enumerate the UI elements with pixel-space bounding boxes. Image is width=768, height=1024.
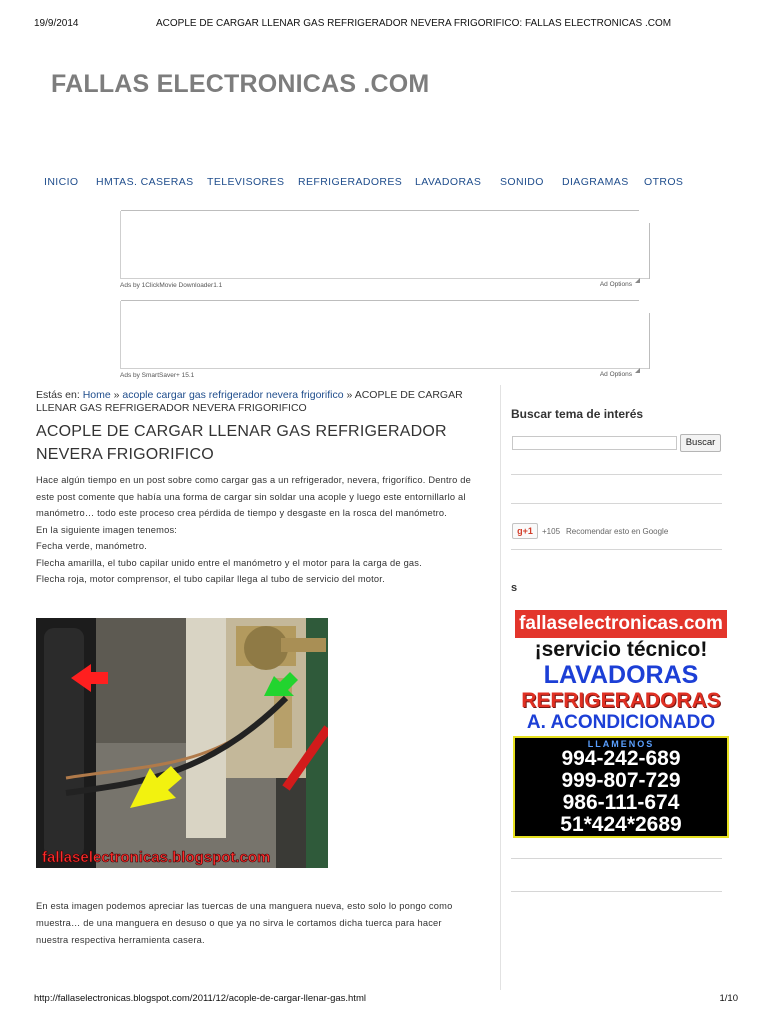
sidebar-divider	[511, 858, 722, 859]
ad-options-icon[interactable]	[635, 368, 640, 373]
ad-banner[interactable]	[120, 301, 650, 369]
ad-meta	[120, 282, 640, 292]
sidebar-divider	[511, 474, 722, 475]
print-url: http://fallaselectronicas.blogspot.com/2011/12/acople-de-cargar-llenar-gas.html	[34, 993, 366, 1004]
nav-item-refrigeradores[interactable]: REFRIGERADORES	[298, 176, 403, 188]
post-body	[36, 472, 486, 588]
breadcrumb-home-link[interactable]: Home	[82, 389, 111, 401]
ad-by-label[interactable]: Ads by 1ClickMovie Downloader1.1	[120, 282, 223, 289]
post-paragraph: En la siguiente imagen tenemos:	[36, 524, 178, 535]
breadcrumb-category-link[interactable]: acople cargar gas refrigerador nevera frigorifico	[122, 389, 344, 401]
banner-phone: 999-807-729	[561, 769, 681, 792]
ad-border	[649, 313, 650, 369]
nav-item-sonido[interactable]: SONIDO	[500, 176, 544, 188]
nav-item-lavadoras[interactable]: LAVADORAS	[415, 176, 482, 188]
breadcrumb-separator: »	[113, 389, 120, 401]
ad-border	[121, 300, 639, 301]
sidebar-section-title: s	[511, 582, 518, 594]
banner-aire-acondicionado: A. ACONDICIONADO	[526, 712, 716, 733]
ad-by-label[interactable]: Ads by SmartSaver+ 15.1	[120, 372, 195, 379]
nav-item-televisores[interactable]: TELEVISORES	[207, 176, 285, 188]
print-header	[34, 18, 738, 32]
nav-item-diagramas[interactable]: DIAGRAMAS	[562, 176, 629, 188]
post-paragraph: Fecha verde, manómetro.	[36, 541, 148, 551]
main-nav	[0, 176, 768, 190]
ad-options-link[interactable]: Ad Options	[599, 371, 632, 378]
post-paragraph: Flecha roja, motor comprensor, el tubo capilar llega al tubo de servicio del motor.	[36, 574, 385, 584]
banner-service-line: ¡servicio técnico!	[534, 638, 708, 661]
banner-refrigeradoras: REFRIGERADORAS	[521, 689, 721, 712]
google-plus-recommend-text: Recomendar esto en Google	[566, 527, 669, 536]
banner-phones-box	[513, 736, 729, 838]
ad-border	[649, 223, 650, 279]
nav-item-hmtas-caseras[interactable]: HMTAS. CASERAS	[96, 176, 194, 188]
banner-lavadoras: LAVADORAS	[543, 661, 699, 689]
banner-phone: 994-242-689	[561, 747, 681, 770]
post-paragraph: En esta imagen podemos apreciar las tuercas de una manguera nueva, esto solo lo pongo como muestra… de una manguera en desuso o que ya no sirva le cortamos dicha tuerca para hacer nuestra respectiva herramienta casera.	[36, 901, 453, 945]
breadcrumb-current: ACOPLE DE CARGAR LLENAR GAS REFRIGERADOR NEVERA FRIGORIFICO	[36, 389, 463, 414]
print-page-title: ACOPLE DE CARGAR LLENAR GAS REFRIGERADOR NEVERA FRIGORIFICO: FALLAS ELECTRONICAS .COM	[156, 18, 672, 29]
post-image-illustration	[36, 618, 328, 868]
banner-site-name: fallaselectronicas.com	[515, 610, 727, 638]
sidebar-divider	[511, 891, 722, 892]
ad-options-icon[interactable]	[635, 278, 640, 283]
print-footer	[34, 993, 738, 1007]
banner-phone: 986-111-674	[562, 791, 680, 814]
breadcrumb	[36, 389, 476, 415]
google-plus-one-button[interactable]: g+1	[512, 523, 538, 539]
search-input[interactable]	[512, 436, 677, 450]
column-divider	[500, 385, 501, 990]
search-button[interactable]: Buscar	[680, 434, 721, 452]
sidebar-divider	[511, 503, 722, 504]
service-ad-banner[interactable]	[511, 606, 731, 838]
google-plus-count: +105	[542, 527, 561, 536]
print-page-number: 1/10	[719, 993, 738, 1004]
ad-meta	[120, 372, 640, 382]
ad-options-link[interactable]: Ad Options	[599, 281, 632, 288]
post-title: ACOPLE DE CARGAR LLENAR GAS REFRIGERADOR NEVERA FRIGORIFICO	[36, 423, 447, 463]
search-widget-title: Buscar tema de interés	[511, 407, 644, 421]
banner-phone: 51*424*2689	[560, 813, 682, 836]
breadcrumb-prefix: Estás en:	[36, 389, 80, 401]
ad-banner[interactable]	[120, 211, 650, 279]
image-watermark: fallaselectronicas.blogspot.com	[42, 849, 271, 866]
sidebar-divider	[511, 549, 722, 550]
post-paragraph: Hace algún tiempo en un post sobre como cargar gas a un refrigerador, nevera, frigorífico. Dentro de este post comente que había una forma de cargar sin soldar una acople y luego este entornillarlo al manómetro… todo este proceso crea pérdida de tiempo y desgaste en la rosca del manómetro.	[36, 475, 471, 518]
ad-border	[121, 210, 639, 211]
nav-item-inicio[interactable]: INICIO	[44, 176, 79, 188]
breadcrumb-separator: »	[346, 389, 353, 401]
post-paragraph: Flecha amarilla, el tubo capilar unido entre el manómetro y el motor para la carga de gas.	[36, 557, 422, 568]
post-body-continued	[36, 898, 476, 949]
post-image[interactable]	[36, 618, 328, 868]
nav-item-otros[interactable]: OTROS	[644, 176, 684, 188]
banner-call-label: LLAMENOS	[587, 739, 655, 749]
print-date: 19/9/2014	[34, 18, 79, 29]
site-title[interactable]: FALLAS ELECTRONICAS .COM	[51, 70, 430, 98]
